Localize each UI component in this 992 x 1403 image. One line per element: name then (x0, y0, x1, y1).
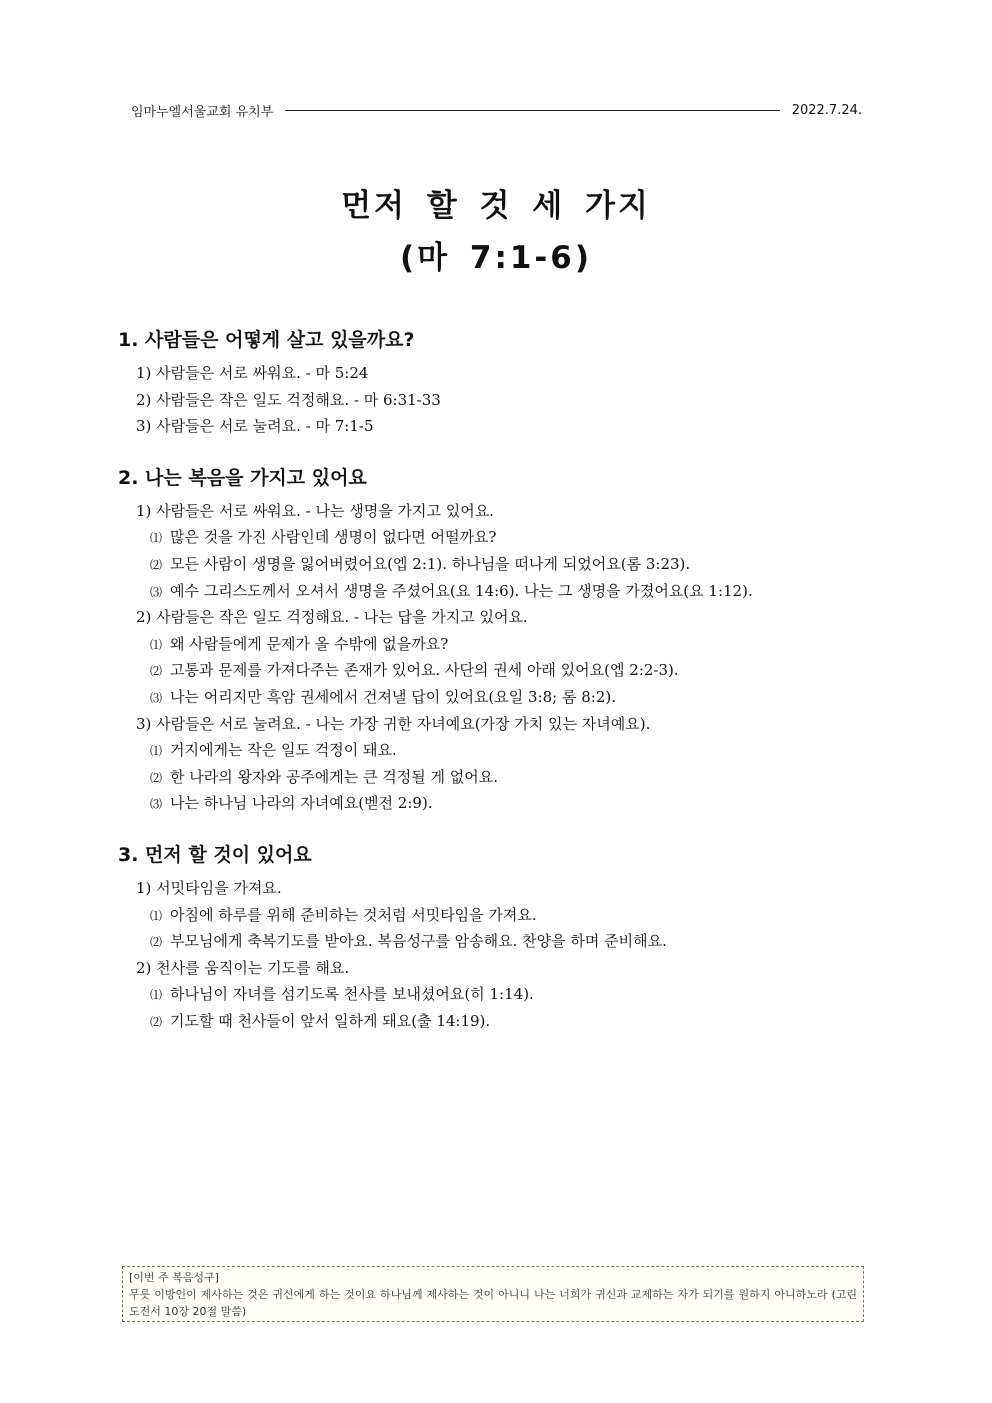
subitem-marker: ⑵ (150, 1014, 163, 1029)
outline-content (118, 324, 878, 1056)
outline-section (118, 462, 878, 817)
page-title-reference: (마 7:1-6) (399, 240, 593, 276)
subitem-marker: ⑴ (150, 908, 163, 923)
outline-subitem (118, 981, 878, 1008)
subitem-marker: ⑶ (150, 584, 163, 599)
outline-item: 1) 사람들은 서로 싸워요. - 마 5:24 (136, 364, 369, 382)
outline-subitem (118, 790, 878, 817)
section-heading: 1. 사람들은 어떻게 살고 있을까요? (118, 329, 415, 351)
page-header (131, 100, 862, 120)
subitem-text: 한 나라의 왕자와 공주에게는 큰 걱정될 게 없어요. (170, 767, 498, 786)
outline-subitem (118, 578, 878, 605)
page-title: 먼저 할 것 세 가지 (341, 188, 651, 224)
outline-item: 2) 사람들은 작은 일도 걱정해요. - 나는 답을 가지고 있어요. (136, 608, 528, 627)
subitem-text: 기도할 때 천사들이 앞서 일하게 돼요(출 14:19). (170, 1011, 491, 1030)
section-heading: 3. 먼저 할 것이 있어요 (118, 843, 312, 866)
subitem-text: 거지에게는 작은 일도 걱정이 돼요. (170, 741, 397, 760)
outline-subitem (118, 902, 878, 929)
weekly-verse-heading: [이번 주 복음성구] (129, 1271, 219, 1284)
outline-subitem (118, 551, 878, 578)
outline-item: 2) 사람들은 작은 일도 걱정해요. - 마 6:31-33 (136, 390, 441, 409)
subitem-marker: ⑴ (150, 744, 163, 759)
outline-subitem (118, 1008, 878, 1035)
outline-subitem (118, 631, 878, 658)
weekly-verse-box (122, 1266, 864, 1322)
outline-subitem (118, 737, 878, 764)
subitem-marker: ⑵ (150, 557, 163, 572)
outline-item: 3) 사람들은 서로 눌려요. - 나는 가장 귀한 자녀예요(가장 가치 있는 자녀예요). (136, 714, 651, 733)
outline-subitem (118, 928, 878, 955)
subitem-text: 부모님에게 축복기도를 받아요. 복음성구를 암송해요. 찬양을 하며 준비해요. (170, 932, 667, 951)
subitem-text: 아침에 하루를 위해 준비하는 것처럼 서밋타임을 가져요. (170, 905, 537, 924)
outline-subitem (118, 524, 878, 551)
outline-item: 2) 천사를 움직이는 기도를 해요. (136, 958, 350, 977)
subitem-marker: ⑴ (150, 531, 163, 546)
subitem-text: 왜 사람들에게 문제가 올 수밖에 없을까요? (170, 634, 449, 653)
subitem-text: 고통과 문제를 가져다주는 존재가 있어요. 사단의 권세 아래 있어요(엡 2:2-3). (170, 661, 679, 680)
subitem-marker: ⑶ (150, 690, 163, 705)
subitem-text: 하나님이 자녀를 섬기도록 천사를 보내셨어요(히 1:14). (170, 985, 534, 1004)
section-heading: 2. 나는 복음을 가지고 있어요 (118, 466, 367, 489)
subitem-marker: ⑴ (150, 637, 163, 652)
subitem-marker: ⑶ (150, 797, 163, 812)
weekly-verse-text: 무릇 이방인이 제사하는 것은 귀신에게 하는 것이요 하나님께 제사하는 것이 아니니 나는 너희가 귀신과 교제하는 자가 되기를 원하지 아니하노라 (고린도전서 10장 20절 말씀) (129, 1288, 857, 1318)
subitem-text: 나는 하나님 나라의 자녀예요(벧전 2:9). (170, 794, 433, 813)
outline-subitem (118, 684, 878, 711)
outline-item: 1) 서밋타임을 가져요. (136, 878, 282, 897)
header-date: 2022.7.24. (791, 102, 862, 118)
outline-section (118, 839, 878, 1035)
outline-subitem (118, 764, 878, 791)
subitem-text: 나는 어리지만 흑암 권세에서 건져낼 답이 있어요(요일 3:8; 롬 8:2). (170, 687, 617, 706)
subitem-text: 예수 그리스도께서 오셔서 생명을 주셨어요(요 14:6). 나는 그 생명을 가졌어요(요 1:12). (170, 581, 753, 600)
subitem-marker: ⑵ (150, 664, 163, 679)
subitem-marker: ⑵ (150, 935, 163, 950)
header-rule (285, 110, 779, 111)
organization-name: 임마누엘서울교회 유치부 (131, 104, 274, 120)
subitem-text: 모든 사람이 생명을 잃어버렸어요(엡 2:1). 하나님을 떠나게 되었어요(롬 3:23). (170, 554, 691, 573)
outline-section (118, 324, 878, 440)
outline-subitem (118, 657, 878, 684)
subitem-marker: ⑴ (150, 988, 163, 1003)
outline-item: 1) 사람들은 서로 싸워요. - 나는 생명을 가지고 있어요. (136, 501, 494, 520)
outline-item: 3) 사람들은 서로 눌려요. - 마 7:1-5 (136, 417, 374, 436)
subitem-text: 많은 것을 가진 사람인데 생명이 없다면 어떨까요? (170, 528, 497, 547)
subitem-marker: ⑵ (150, 770, 163, 785)
